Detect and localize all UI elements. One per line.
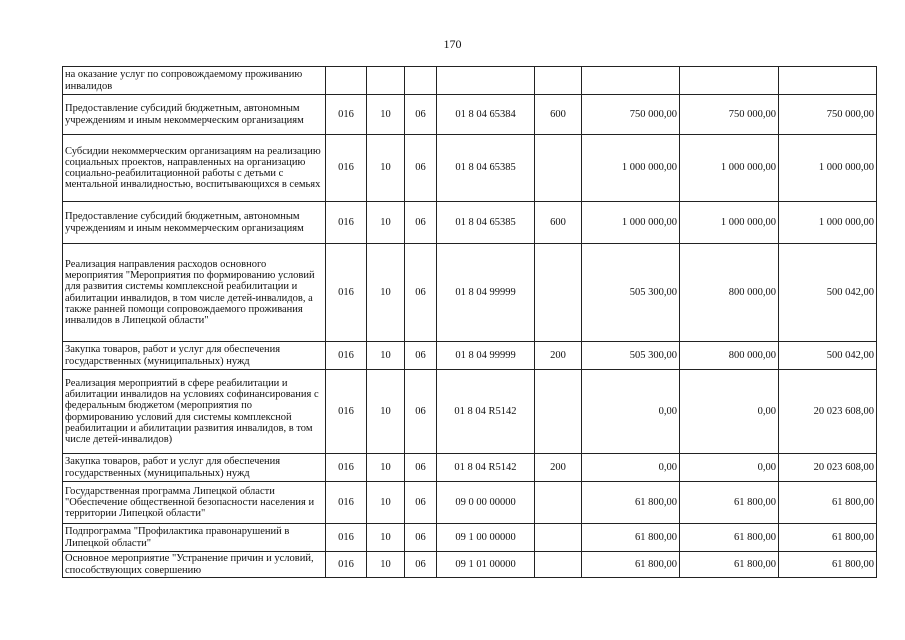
row-name: на оказание услуг по сопровождаемому проживанию инвалидов — [63, 67, 326, 95]
amount-year3-cell: 61 800,00 — [779, 482, 877, 524]
grbs-cell: 016 — [326, 454, 367, 482]
amount-year2-cell: 61 800,00 — [680, 524, 779, 552]
row-name: Субсидии некоммерческим организациям на реализацию социальных проектов, направленных на организацию социально-реабилитационной работы с детьми с ментальной инвалидностью, воспитывающихся в семьях — [63, 135, 326, 202]
amount-year3-cell: 750 000,00 — [779, 95, 877, 135]
table-row — [63, 370, 877, 454]
section-cell: 10 — [367, 454, 405, 482]
grbs-cell — [326, 67, 367, 95]
grbs-cell: 016 — [326, 552, 367, 578]
expense-type-cell — [535, 524, 582, 552]
amount-year3-cell — [779, 67, 877, 95]
target-article-cell: 09 1 01 00000 — [437, 552, 535, 578]
section-cell: 10 — [367, 524, 405, 552]
table-row — [63, 202, 877, 244]
target-article-cell — [437, 67, 535, 95]
expense-type-cell — [535, 67, 582, 95]
amount-year3-cell: 61 800,00 — [779, 524, 877, 552]
budget-table — [62, 66, 877, 578]
amount-year3-cell: 500 042,00 — [779, 244, 877, 342]
section-cell: 10 — [367, 482, 405, 524]
expense-type-cell — [535, 244, 582, 342]
expense-type-cell: 200 — [535, 454, 582, 482]
table-row — [63, 454, 877, 482]
grbs-cell: 016 — [326, 202, 367, 244]
amount-year2-cell: 0,00 — [680, 370, 779, 454]
target-article-cell: 09 0 00 00000 — [437, 482, 535, 524]
row-name: Государственная программа Липецкой области "Обеспечение общественной безопасности населения и территории Липецкой области" — [63, 482, 326, 524]
amount-year1-cell: 61 800,00 — [582, 552, 680, 578]
amount-year1-cell: 61 800,00 — [582, 482, 680, 524]
target-article-cell: 09 1 00 00000 — [437, 524, 535, 552]
amount-year1-cell: 0,00 — [582, 454, 680, 482]
amount-year2-cell: 0,00 — [680, 454, 779, 482]
amount-year3-cell: 20 023 608,00 — [779, 454, 877, 482]
amount-year1-cell: 1 000 000,00 — [582, 135, 680, 202]
subsection-cell: 06 — [405, 342, 437, 370]
target-article-cell: 01 8 04 R5142 — [437, 370, 535, 454]
amount-year2-cell: 750 000,00 — [680, 95, 779, 135]
page-number: 170 — [443, 37, 462, 51]
grbs-cell: 016 — [326, 482, 367, 524]
table-row — [63, 135, 877, 202]
section-cell: 10 — [367, 370, 405, 454]
section-cell: 10 — [367, 244, 405, 342]
subsection-cell: 06 — [405, 135, 437, 202]
amount-year2-cell — [680, 67, 779, 95]
amount-year3-cell: 1 000 000,00 — [779, 202, 877, 244]
amount-year3-cell: 1 000 000,00 — [779, 135, 877, 202]
amount-year2-cell: 800 000,00 — [680, 342, 779, 370]
section-cell — [367, 67, 405, 95]
target-article-cell: 01 8 04 99999 — [437, 342, 535, 370]
table-row — [63, 342, 877, 370]
target-article-cell: 01 8 04 65384 — [437, 95, 535, 135]
target-article-cell: 01 8 04 99999 — [437, 244, 535, 342]
table-row — [63, 244, 877, 342]
row-name: Закупка товаров, работ и услуг для обеспечения государственных (муниципальных) нужд — [63, 454, 326, 482]
section-cell: 10 — [367, 202, 405, 244]
row-name: Реализация направления расходов основного мероприятия "Мероприятия по формированию условий для развития системы комплексной реабилитации и абилитации инвалидов, в том числе детей-инвалидов, а также ранней помощи сопровождаемого проживания инвалидов в Липецкой области" — [63, 244, 326, 342]
table-row — [63, 552, 877, 578]
table-row — [63, 67, 877, 95]
subsection-cell: 06 — [405, 524, 437, 552]
expense-type-cell — [535, 135, 582, 202]
amount-year3-cell: 20 023 608,00 — [779, 370, 877, 454]
target-article-cell: 01 8 04 65385 — [437, 202, 535, 244]
row-name: Реализация мероприятий в сфере реабилитации и абилитации инвалидов на условиях софинансирования с федеральным бюджетом (мероприятия по формированию условий для системы комплексной реабилитации и абилитации развития инвалидов, в том числе детей-инвалидов) — [63, 370, 326, 454]
subsection-cell: 06 — [405, 552, 437, 578]
expense-type-cell — [535, 370, 582, 454]
amount-year1-cell: 61 800,00 — [582, 524, 680, 552]
table-row — [63, 95, 877, 135]
grbs-cell: 016 — [326, 244, 367, 342]
target-article-cell: 01 8 04 65385 — [437, 135, 535, 202]
amount-year1-cell: 505 300,00 — [582, 244, 680, 342]
expense-type-cell: 600 — [535, 95, 582, 135]
amount-year3-cell: 500 042,00 — [779, 342, 877, 370]
section-cell: 10 — [367, 552, 405, 578]
grbs-cell: 016 — [326, 95, 367, 135]
subsection-cell: 06 — [405, 244, 437, 342]
amount-year2-cell: 1 000 000,00 — [680, 135, 779, 202]
subsection-cell: 06 — [405, 202, 437, 244]
row-name: Предоставление субсидий бюджетным, автономным учреждениям и иным некоммерческим организациям — [63, 95, 326, 135]
expense-type-cell — [535, 482, 582, 524]
amount-year2-cell: 61 800,00 — [680, 552, 779, 578]
expense-type-cell: 200 — [535, 342, 582, 370]
amount-year2-cell: 1 000 000,00 — [680, 202, 779, 244]
amount-year2-cell: 61 800,00 — [680, 482, 779, 524]
subsection-cell: 06 — [405, 482, 437, 524]
amount-year3-cell: 61 800,00 — [779, 552, 877, 578]
section-cell: 10 — [367, 135, 405, 202]
section-cell: 10 — [367, 95, 405, 135]
expense-type-cell — [535, 552, 582, 578]
amount-year2-cell: 800 000,00 — [680, 244, 779, 342]
subsection-cell: 06 — [405, 454, 437, 482]
subsection-cell: 06 — [405, 95, 437, 135]
target-article-cell: 01 8 04 R5142 — [437, 454, 535, 482]
grbs-cell: 016 — [326, 524, 367, 552]
grbs-cell: 016 — [326, 135, 367, 202]
table-row — [63, 482, 877, 524]
expense-type-cell: 600 — [535, 202, 582, 244]
amount-year1-cell: 505 300,00 — [582, 342, 680, 370]
row-name: Подпрограмма "Профилактика правонарушений в Липецкой области" — [63, 524, 326, 552]
row-name: Основное мероприятие "Устранение причин и условий, способствующих совершению — [63, 552, 326, 578]
row-name: Предоставление субсидий бюджетным, автономным учреждениям и иным некоммерческим организациям — [63, 202, 326, 244]
subsection-cell — [405, 67, 437, 95]
grbs-cell: 016 — [326, 370, 367, 454]
section-cell: 10 — [367, 342, 405, 370]
subsection-cell: 06 — [405, 370, 437, 454]
grbs-cell: 016 — [326, 342, 367, 370]
amount-year1-cell: 1 000 000,00 — [582, 202, 680, 244]
amount-year1-cell: 750 000,00 — [582, 95, 680, 135]
table-row — [63, 524, 877, 552]
amount-year1-cell: 0,00 — [582, 370, 680, 454]
amount-year1-cell — [582, 67, 680, 95]
row-name: Закупка товаров, работ и услуг для обеспечения государственных (муниципальных) нужд — [63, 342, 326, 370]
